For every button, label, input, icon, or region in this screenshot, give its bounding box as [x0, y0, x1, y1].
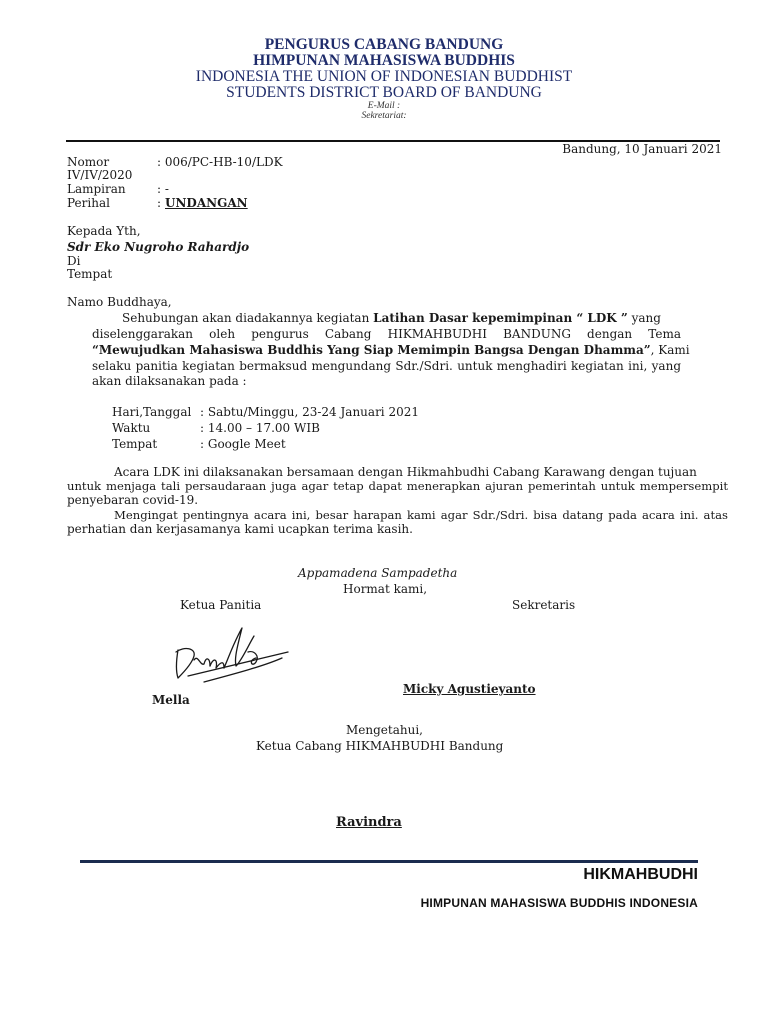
event-date-label: Hari,Tanggal: [112, 405, 192, 419]
body-p1-line4: selaku panitia kegiatan bermaksud mengundang Sdr./Sdri. untuk menghadiri kegiatan ini, yang: [92, 359, 681, 373]
acknowledged-label: Mengetahui,: [346, 723, 423, 737]
salutation: Namo Buddhaya,: [67, 295, 172, 309]
letterhead-line-3: INDONESIA THE UNION OF INDONESIAN BUDDHIST: [195, 68, 573, 85]
letterhead-line-4: STUDENTS DISTRICT BOARD OF BANDUNG: [226, 84, 542, 101]
lampiran-label: Lampiran: [67, 182, 126, 196]
body-p1-line2: diselenggarakan oleh pengurus Cabang HIKMAHBUDHI BANDUNG dengan Tema: [92, 327, 681, 341]
perihal-label: Perihal: [67, 196, 110, 210]
footer-brand: HIKMAHBUDHI: [583, 866, 698, 883]
footer-org: HIMPUNAN MAHASISWA BUDDHIS INDONESIA: [420, 896, 698, 910]
nomor-label: Nomor: [67, 155, 110, 169]
lampiran-value: : -: [157, 182, 169, 196]
body-p2-line1: Acara LDK ini dilaksanakan bersamaan dengan Hikmahbudhi Cabang Karawang dengan tujuan: [114, 465, 697, 479]
letter-date: Bandung, 10 Januari 2021: [562, 142, 722, 156]
right-signatory-title: Sekretaris: [512, 598, 576, 612]
body-p2-line3: penyebaran covid-19.: [67, 493, 199, 507]
body-p1-c: yang: [627, 311, 661, 325]
letterhead-secretariat: Sekretariat:: [361, 111, 407, 121]
perihal-colon: :: [157, 196, 162, 210]
recipient-greeting: Kepada Yth,: [67, 224, 141, 238]
event-time-value: : 14.00 – 17.00 WIB: [200, 421, 320, 435]
body-p1-line3: [92, 343, 690, 358]
event-date-value: : Sabtu/Minggu, 23-24 Januari 2021: [200, 405, 419, 419]
body-p1-line3-rest: , Kami: [650, 343, 690, 357]
body-p1-b: Latihan Dasar kepemimpinan “ LDK ”: [373, 311, 628, 325]
theme-title: “Mewujudkan Mahasiswa Buddhis Yang Siap Memimpin Bangsa Dengan Dhamma”: [92, 343, 651, 357]
chair-title: Ketua Cabang HIKMAHBUDHI Bandung: [256, 739, 504, 753]
event-time-label: Waktu: [112, 421, 151, 435]
nomor-value: : 006/PC-HB-10/LDK: [157, 155, 283, 169]
closing-regards: Hormat kami,: [343, 582, 428, 596]
letterhead-line-2: HIMPUNAN MAHASISWA BUDDHIS: [253, 52, 515, 69]
letterhead-email: E-Mail :: [367, 101, 401, 111]
body-p1-line1: [122, 311, 661, 326]
event-place-value: : Google Meet: [200, 437, 286, 451]
body-p2-line2: untuk menjaga tali persaudaraan juga agar tetap dapat menerapkan ajuran pemerintah untuk mempersempit: [67, 479, 728, 493]
right-signatory-name: Micky Agustieyanto: [403, 682, 536, 696]
recipient-name: Sdr Eko Nugroho Rahardjo: [67, 240, 250, 254]
footer-divider: [80, 860, 698, 863]
closing-pali: Appamadena Sampadetha: [298, 566, 458, 580]
letterhead-line-1: PENGURUS CABANG BANDUNG: [264, 36, 504, 53]
perihal-value: UNDANGAN: [165, 196, 248, 210]
body-p1-line5: akan dilaksanakan pada :: [92, 374, 247, 388]
body-p3-line2: perhatian dan kerjasamanya kami ucapkan terima kasih.: [67, 522, 413, 536]
body-p1-a: Sehubungan akan diadakannya kegiatan: [122, 311, 374, 325]
nomor-continuation: IV/IV/2020: [67, 168, 133, 182]
recipient-di: Di: [67, 254, 81, 268]
recipient-place: Tempat: [67, 267, 113, 281]
left-signatory-name: Mella: [152, 693, 190, 707]
left-signatory-title: Ketua Panitia: [180, 598, 262, 612]
event-place-label: Tempat: [112, 437, 158, 451]
signature-icon: [164, 616, 294, 686]
chair-name: Ravindra: [336, 815, 402, 830]
body-p3-line1: Mengingat pentingnya acara ini, besar harapan kami agar Sdr./Sdri. bisa datang pada acara ini. atas: [114, 508, 728, 522]
